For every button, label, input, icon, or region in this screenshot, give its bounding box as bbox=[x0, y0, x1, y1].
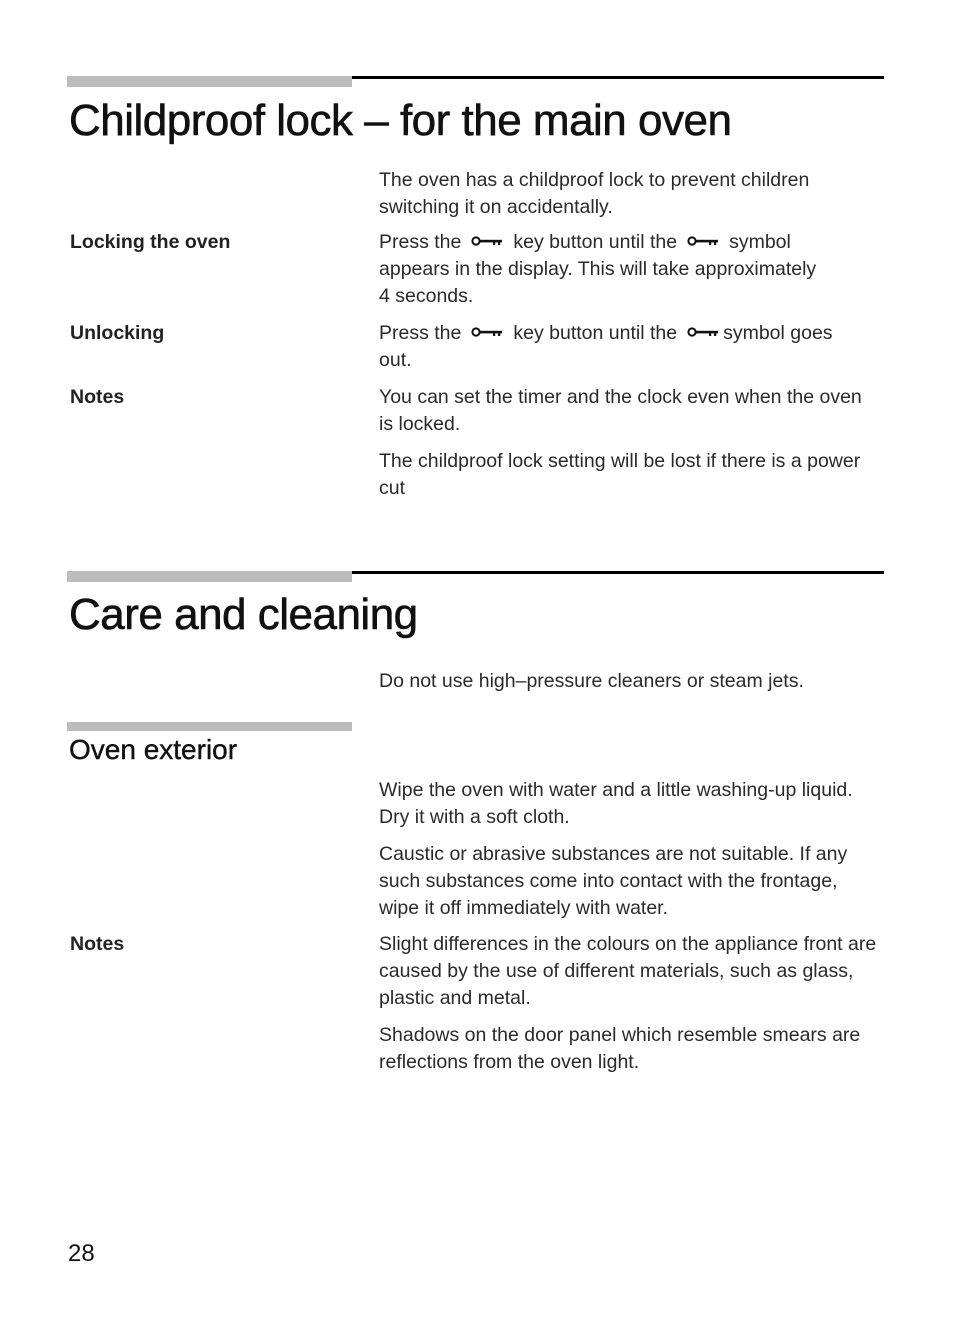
exterior-notes-1: Slight differences in the colours on the appliance front are caused by the use of different materials, such as glass, plastic and metal. bbox=[379, 933, 877, 1009]
notes-paragraph-1: You can set the timer and the clock even when the oven is locked. bbox=[379, 386, 862, 435]
locking-text-2: key button until the bbox=[513, 231, 678, 253]
locking-instructions bbox=[379, 229, 879, 310]
key-icon bbox=[687, 326, 719, 338]
label-unlocking: Unlocking bbox=[70, 322, 165, 344]
locking-text-4: appears in the display. This will take approximately bbox=[379, 258, 817, 280]
locking-text-1: Press the bbox=[379, 231, 462, 253]
page-title-childproof-lock: Childproof lock – for the main oven bbox=[69, 96, 732, 145]
unlocking-instructions bbox=[379, 320, 879, 374]
unlocking-text-2: key button until the bbox=[513, 322, 678, 344]
subsection-title-oven-exterior: Oven exterior bbox=[69, 734, 238, 765]
exterior-notes-2: Shadows on the door panel which resemble smears are reflections from the oven light. bbox=[379, 1024, 861, 1073]
unlocking-text-4: out. bbox=[379, 349, 412, 371]
locking-text-5: 4 seconds. bbox=[379, 285, 474, 307]
unlocking-text-1: Press the bbox=[379, 322, 462, 344]
exterior-paragraph-2: Caustic or abrasive substances are not suitable. If any such substances come into contact with the frontage, wipe it off immediately with water. bbox=[379, 843, 848, 919]
key-icon bbox=[471, 235, 503, 247]
page-number: 28 bbox=[68, 1240, 95, 1267]
exterior-paragraph-1: Wipe the oven with water and a little washing-up liquid. Dry it with a soft cloth. bbox=[379, 779, 853, 828]
label-exterior-notes: Notes bbox=[70, 933, 125, 955]
page-title-care-and-cleaning: Care and cleaning bbox=[69, 590, 418, 639]
unlocking-text-3: symbol goes bbox=[723, 322, 833, 344]
childproof-intro: The oven has a childproof lock to prevent children switching it on accidentally. bbox=[379, 169, 810, 218]
locking-text-3: symbol bbox=[729, 231, 791, 253]
care-intro: Do not use high–pressure cleaners or steam jets. bbox=[379, 670, 804, 692]
label-notes: Notes bbox=[70, 386, 125, 408]
label-locking-the-oven: Locking the oven bbox=[70, 231, 231, 253]
notes-paragraph-2: The childproof lock setting will be lost if there is a power cut bbox=[379, 450, 861, 499]
key-icon bbox=[687, 235, 719, 247]
key-icon bbox=[471, 326, 503, 338]
